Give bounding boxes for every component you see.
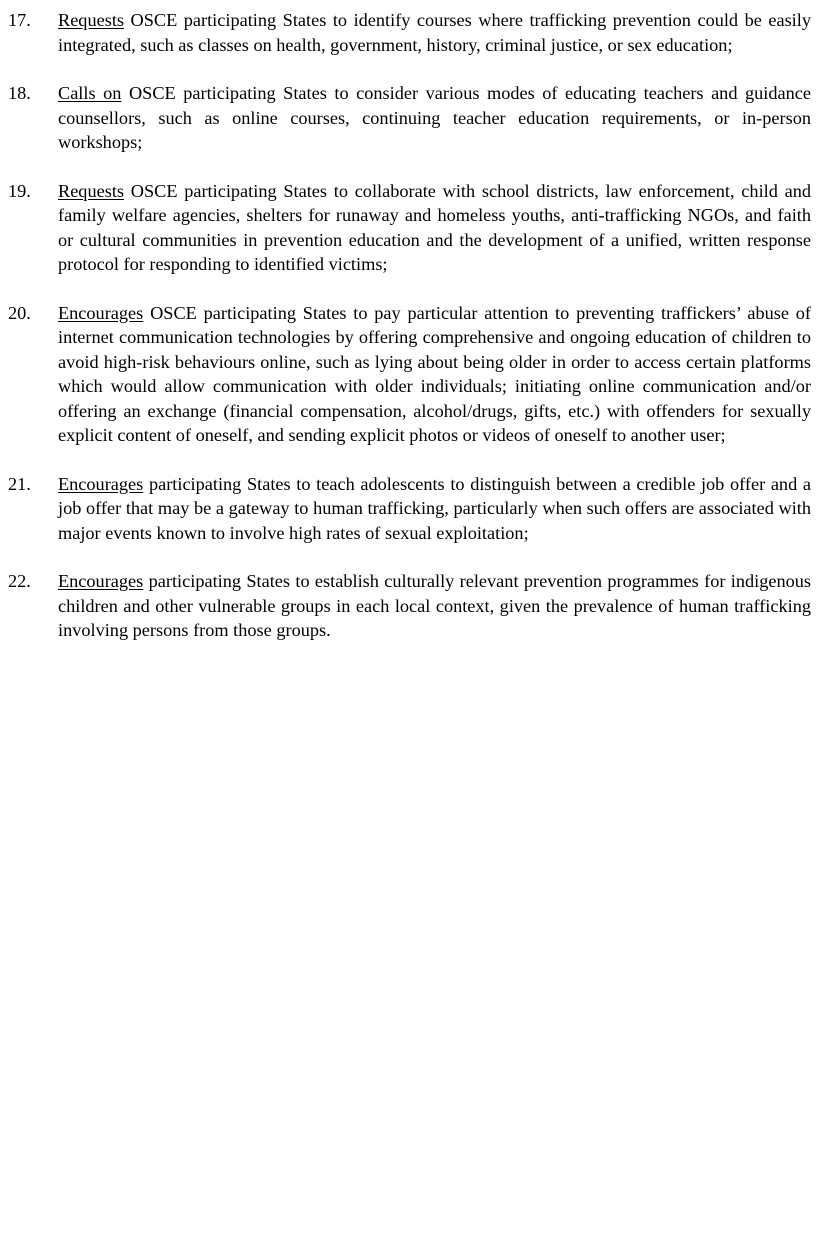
paragraph-text: OSCE participating States to identify courses where trafficking prevention could be easily integrated, such as classes on health, government, history, criminal justice, or sex education;	[58, 10, 811, 55]
operative-verb: Calls on	[58, 83, 122, 103]
paragraph-number: 17.	[8, 10, 31, 30]
paragraph-text: participating States to teach adolescents to distinguish between a credible job offer and a job offer that may be a gateway to human trafficking, particularly when such offers are associated with major events known to involve high rates of sexual exploitation;	[58, 473, 811, 543]
paragraph-18	[8, 81, 811, 155]
paragraph-number: 22.	[8, 571, 31, 591]
paragraph-17	[8, 8, 811, 57]
paragraph-20	[8, 301, 811, 448]
operative-verb: Encourages	[58, 571, 144, 591]
operative-verb: Requests	[58, 180, 125, 201]
paragraph-text: OSCE participating States to pay particular attention to preventing traffickers’ abuse of internet communication technologies by offering comprehensive and ongoing education of children to avoid high-risk behaviours online, such as lying about being older in order to access certain platforms which would allow communication with older individuals; initiating online communication and/or offering an exchange (financial compensation, alcohol/drugs, gifts, etc.) with offenders for sexually explicit content of oneself, and sending explicit photos or videos of oneself to another user;	[58, 302, 811, 445]
operative-verb: Encourages	[58, 473, 144, 494]
paragraph-text: OSCE participating States to collaborate with school districts, law enforcement, child and family welfare agencies, shelters for runaway and homeless youths, anti-trafficking NGOs, and faith or cultural communities in prevention education and the development of a unified, written response protocol for responding to identified victims;	[58, 180, 811, 274]
paragraph-number: 18.	[8, 83, 31, 103]
operative-verb: Encourages	[58, 302, 144, 323]
operative-verb: Requests	[58, 10, 125, 30]
paragraph-text: participating States to establish culturally relevant prevention programmes for indigenous children and other vulnerable groups in each local context, given the prevalence of human trafficking involving persons from those groups.	[58, 571, 811, 640]
paragraph-text: OSCE participating States to consider various modes of educating teachers and guidance counsellors, such as online courses, continuing teacher education requirements, or in-person workshops;	[58, 83, 811, 152]
paragraph-number: 21.	[8, 473, 31, 494]
paragraph-number: 19.	[8, 180, 31, 201]
paragraph-21	[8, 472, 811, 546]
paragraph-19	[8, 179, 811, 277]
paragraph-22	[8, 569, 811, 643]
paragraph-number: 20.	[8, 302, 31, 323]
